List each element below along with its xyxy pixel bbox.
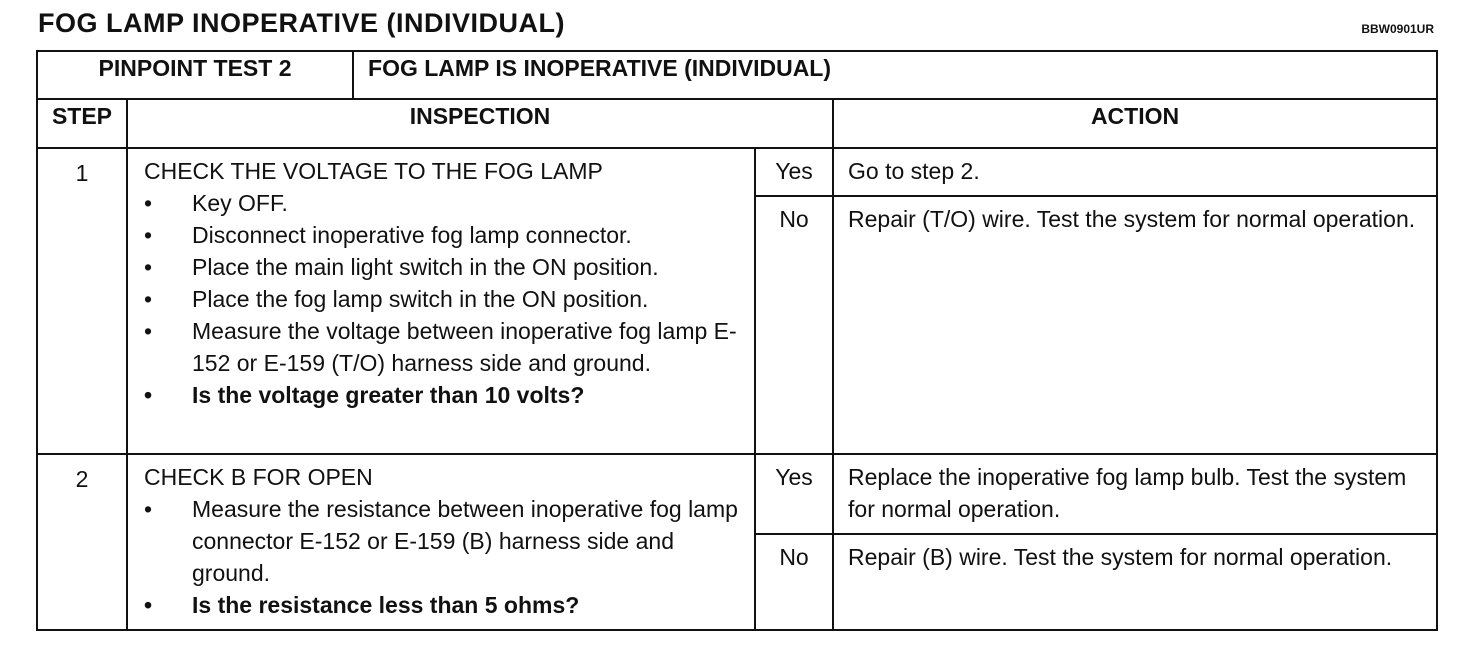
test-label: PINPOINT TEST 2: [37, 51, 353, 99]
test-header-row: [37, 51, 1437, 99]
step-number: 1: [37, 148, 127, 454]
page-title: FOG LAMP INOPERATIVE (INDIVIDUAL): [38, 8, 566, 38]
test-title: FOG LAMP IS INOPERATIVE (INDIVIDUAL): [353, 51, 1437, 99]
inspection-list: [144, 187, 748, 411]
inspection-question: • Is the voltage greater than 10 volts?: [144, 379, 748, 411]
figure-code: BBW0901UR: [1361, 22, 1434, 36]
list-item: • Measure the resistance between inoperative fog lamp connector E-152 or E-159 (B) harness side and ground.: [144, 493, 748, 589]
table-row: [37, 148, 1437, 196]
col-action-header: ACTION: [833, 99, 1437, 147]
yes-action: Replace the inoperative fog lamp bulb. Test the system for normal operation.: [833, 454, 1437, 535]
column-header-row: [37, 99, 1437, 147]
list-item: • Measure the voltage between inoperative fog lamp E-152 or E-159 (T/O) harness side and ground.: [144, 315, 748, 379]
col-step-header: STEP: [37, 99, 127, 147]
inspection-heading: CHECK THE VOLTAGE TO THE FOG LAMP: [144, 157, 603, 184]
step-number: 2: [37, 454, 127, 630]
list-item: • Place the main light switch in the ON position.: [144, 251, 748, 283]
yes-label: Yes: [755, 148, 833, 196]
no-action: Repair (B) wire. Test the system for normal operation.: [833, 534, 1437, 630]
pinpoint-test-table: [36, 50, 1438, 631]
list-item: • Disconnect inoperative fog lamp connector.: [144, 219, 748, 251]
no-label: No: [755, 196, 833, 454]
inspection-heading: CHECK B FOR OPEN: [144, 463, 373, 490]
list-item: • Key OFF.: [144, 187, 748, 219]
inspection-cell: [127, 148, 755, 454]
inspection-list: [144, 493, 748, 621]
yes-label: Yes: [755, 454, 833, 535]
list-item: • Place the fog lamp switch in the ON position.: [144, 283, 748, 315]
yes-action: Go to step 2.: [833, 148, 1437, 196]
table-row: [37, 454, 1437, 535]
col-inspection-header: INSPECTION: [127, 99, 833, 147]
inspection-cell: [127, 454, 755, 630]
no-label: No: [755, 534, 833, 630]
inspection-question: • Is the resistance less than 5 ohms?: [144, 589, 748, 621]
no-action: Repair (T/O) wire. Test the system for normal operation.: [833, 196, 1437, 454]
